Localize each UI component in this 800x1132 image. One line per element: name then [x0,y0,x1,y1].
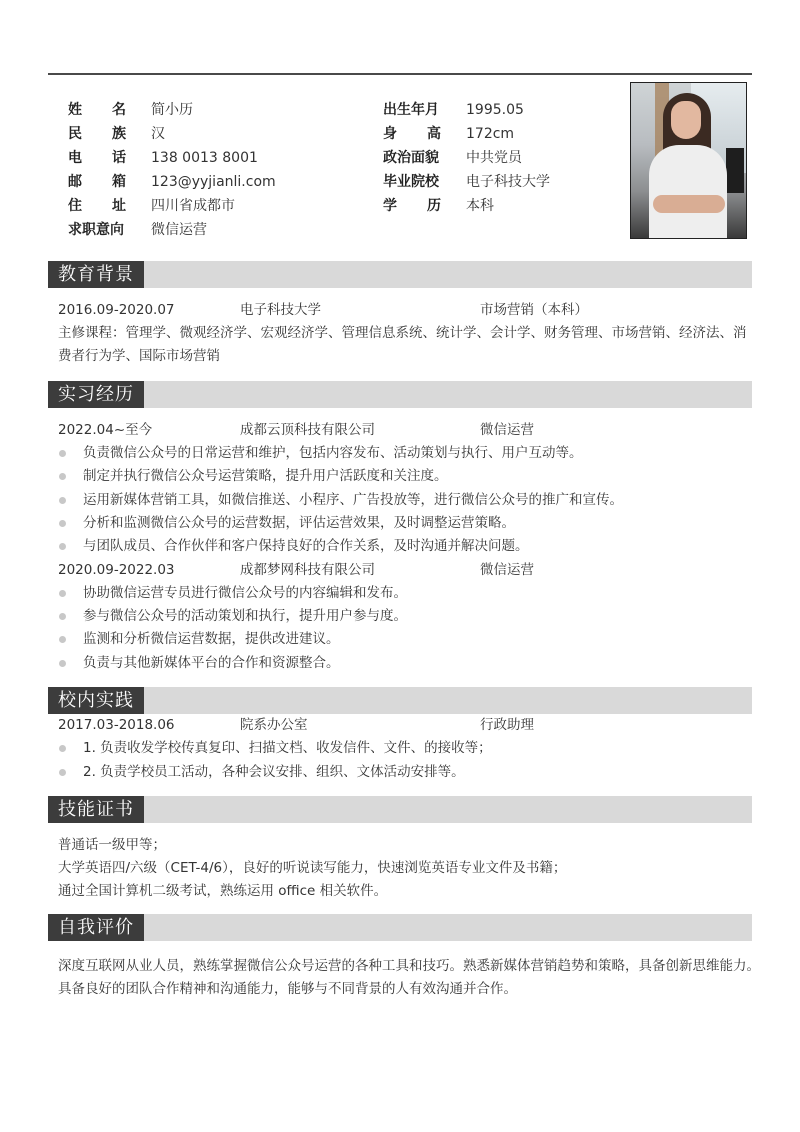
section-title: 自我评价 [48,914,144,941]
bullet-icon [59,497,66,504]
photo-shirt [649,145,727,238]
bullet-icon [59,590,66,597]
self-evaluation-line: 深度互联网从业人员，熟练掌握微信公众号运营的各种工具和技巧。熟悉新媒体营销趋势和策略，具备创新思维能力。 [58,958,760,974]
section-title: 教育背景 [48,261,144,288]
skills-line: 普通话一级甲等； [58,837,166,853]
bullet-icon [59,636,66,643]
resume-page: 姓 名 简小历 民 族 汉 电 话 138 0013 8001 邮 箱 123@yyjianli.com 住 址 四川省成都市 求职意向 微信运营 出生年月 1995.05 身 高 172cm 政治面貌 中共党员 毕业院校 电子科技大学 学 历 本科 教育背景 2016.09-2020.07 电子科技大学 市场营销（本科） 主修课程：管理学、微观经济学、宏观经济学、管理信息系统、统计学、会计学、财务管理、市场营销、经济法、消 费者行为学、国际市场营销 实习经历 2022.04~至今 成都云顶科技有限公司 微信运营 负责微信公众号的日常运营和维护，包括内容发布、活动策划与执行、用户互动等。 制定并执行微信公众号运营策略，提升用户活跃度和关注度。 运用新媒体营销工具，如微信推送、小程序、广告投放等，进行微信公众号的推广和宣传。 分析和监测微信公众号的运营数据，评估运营效果，及时调整运营策略。 与团队成员、合作伙伴和客户保持良好的合作关系，及时沟通并解决问题。 2020.09-2022.03 成都梦网科技有限公司 微信运营 协助微信运营专员进行微信公众号的内容编辑和发布。 参与微信公众号的活动策划和执行，提升用户参与度。 监测和分析微信运营数据，提供改进建议。 负责与其他新媒体平台的合作和资源整合。 校内实践 2017.03-2018.06 院系办公室 行政助理 1. 负责收发学校传真复印、扫描文档、收发信件、文件、的接收等； 2. 负责学校员工活动，各种会议安排、组织、文体活动安排等。 技能证书 普通话一级甲等； 大学英语四/六级（CET-4/6），良好的听说读写能力，快速浏览英语专业文件及书籍； 通过全国计算机二级考试，熟练运用 office 相关软件。 自我评价 深度互联网从业人员，熟练掌握微信公众号运营的各种工具和技巧。熟悉新媒体营销趋势和策略，具备创新思维能力。 具备良好的团队合作精神和沟通能力，能够与不同背景的人有效沟通并合作。 [0,0,800,1132]
section-title: 技能证书 [48,796,144,823]
info-label: 毕业院校 [383,174,439,190]
email-value: 123@yyjianli.com [151,174,276,190]
info-label: 身 高 [383,126,441,142]
bullet-icon [59,450,66,457]
section-header-skills [48,796,752,823]
birth-value: 1995.05 [466,102,524,118]
info-label: 住 址 [68,198,126,214]
job-role: 微信运营 [480,562,534,578]
phone-value: 138 0013 8001 [151,150,258,166]
job-role: 微信运营 [480,422,534,438]
objective-value: 微信运营 [151,222,207,238]
ethnicity-value: 汉 [151,126,165,142]
photo-face [671,101,701,139]
skills-line: 大学英语四/六级（CET-4/6），良好的听说读写能力，快速浏览英语专业文件及书籍； [58,860,567,876]
section-header-campus [48,687,752,714]
info-label: 电 话 [68,150,126,166]
campus-role: 行政助理 [480,717,534,733]
education-period: 2016.09-2020.07 [58,302,175,318]
photo-monitor [726,148,744,193]
job-period: 2020.09-2022.03 [58,562,175,578]
self-evaluation-line: 具备良好的团队合作精神和沟通能力，能够与不同背景的人有效沟通并合作。 [58,981,517,997]
bullet-icon [59,745,66,752]
section-header-education [48,261,752,288]
degree-value: 本科 [466,198,494,214]
photo-arm [653,195,725,213]
profile-photo [630,82,747,239]
bullet-icon [59,473,66,480]
section-header-internship [48,381,752,408]
info-label: 民 族 [68,126,126,142]
section-title: 校内实践 [48,687,144,714]
job-company: 成都云顶科技有限公司 [240,422,375,438]
info-label: 出生年月 [383,102,439,118]
education-courses-line1: 主修课程：管理学、微观经济学、宏观经济学、管理信息系统、统计学、会计学、财务管理、市场营销、经济法、消 [58,325,747,341]
job-company: 成都梦网科技有限公司 [240,562,375,578]
bullet-icon [59,660,66,667]
info-label: 姓 名 [68,102,126,118]
info-label: 求职意向 [68,222,124,238]
section-header-self-evaluation [48,914,752,941]
education-school: 电子科技大学 [240,302,321,318]
bullet-icon [59,613,66,620]
campus-org: 院系办公室 [240,717,308,733]
info-label: 政治面貌 [383,150,439,166]
section-title: 实习经历 [48,381,144,408]
bullet-icon [59,769,66,776]
skills-line: 通过全国计算机二级考试，熟练运用 office 相关软件。 [58,883,388,899]
info-label: 学 历 [383,198,441,214]
height-value: 172cm [466,126,515,142]
education-courses-line2: 费者行为学、国际市场营销 [58,348,220,364]
address-value: 四川省成都市 [151,198,235,214]
campus-period: 2017.03-2018.06 [58,717,175,733]
name-value: 简小历 [151,102,193,118]
top-divider [48,73,752,75]
bullet-icon [59,520,66,527]
political-value: 中共党员 [466,150,522,166]
education-major: 市场营销（本科） [480,302,588,318]
school-value: 电子科技大学 [466,174,550,190]
info-label: 邮 箱 [68,174,126,190]
job-period: 2022.04~至今 [58,422,153,438]
bullet-icon [59,543,66,550]
